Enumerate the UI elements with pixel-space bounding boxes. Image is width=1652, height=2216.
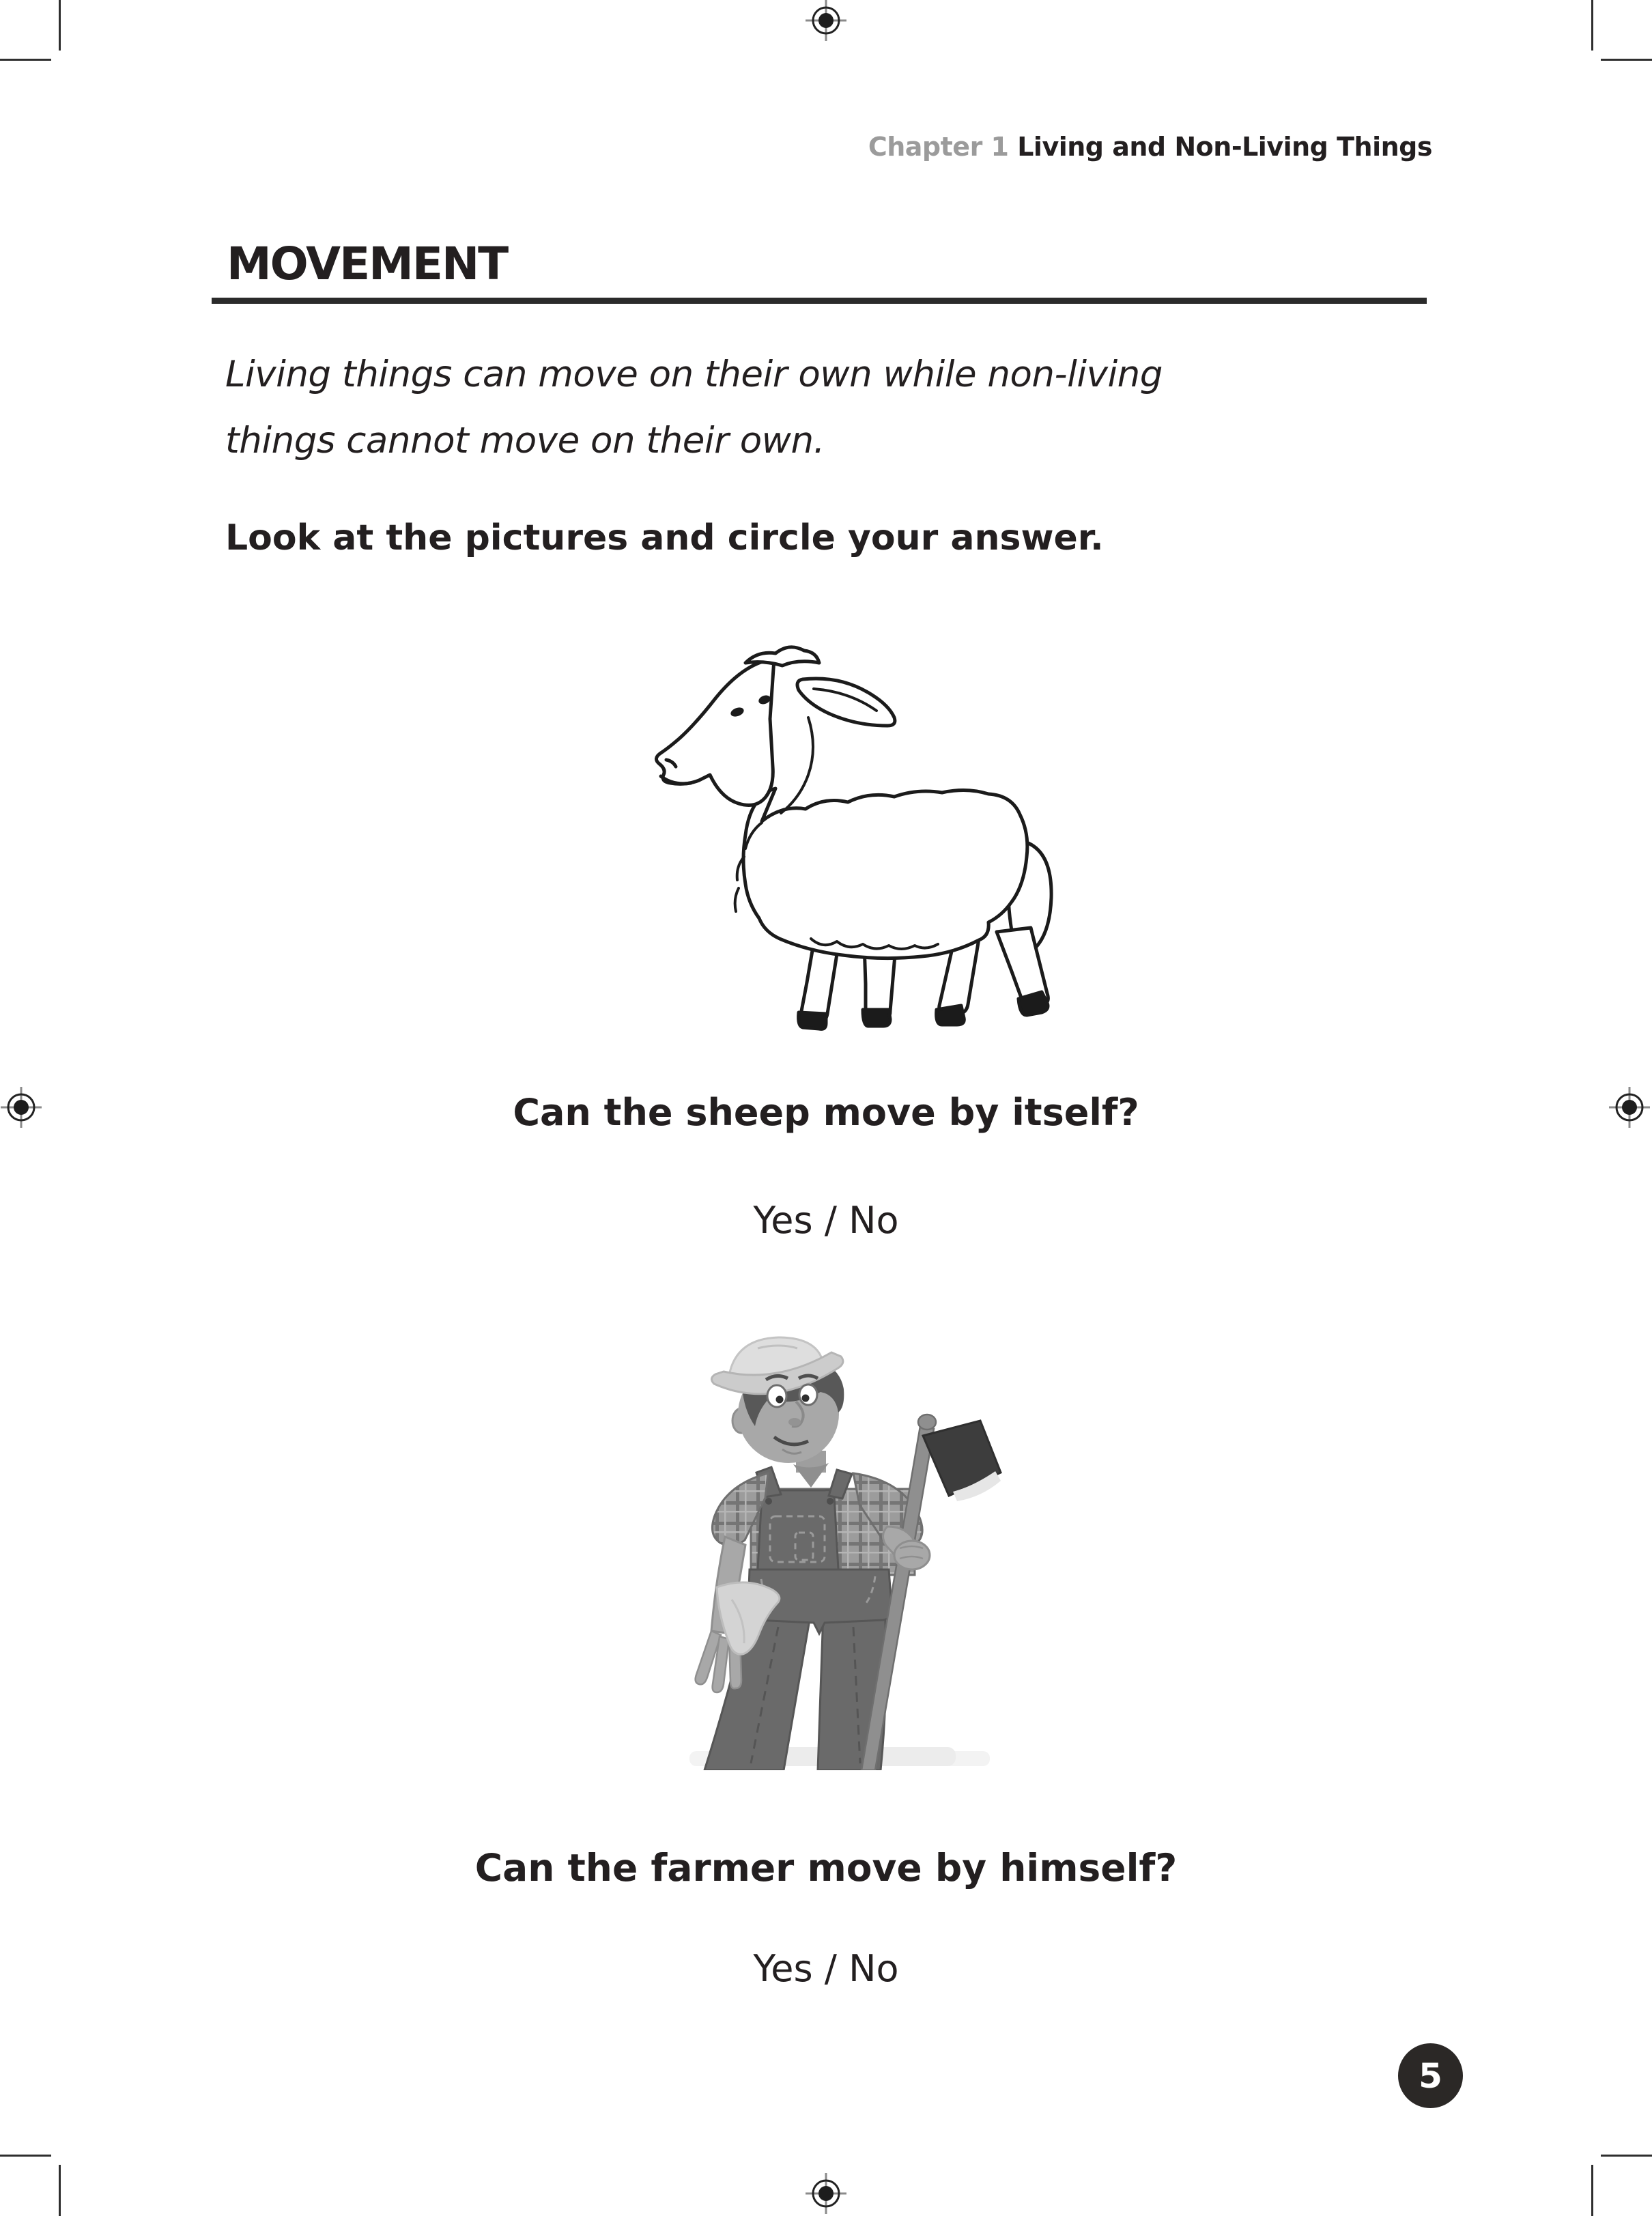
page-number: 5 — [1419, 2056, 1442, 2096]
intro-line-1: Living things can move on their own while non-living — [225, 354, 1163, 395]
crop-mark-bottom-left-v — [59, 2165, 61, 2216]
registration-mark-icon — [804, 2172, 848, 2215]
crop-mark-top-left-h — [0, 59, 51, 61]
chapter-number-label: Chapter 1 — [868, 132, 1009, 162]
page-number-badge — [1398, 2043, 1463, 2108]
sheep-illustration — [601, 597, 1079, 1034]
instruction-text: Look at the pictures and circle your answer. — [225, 517, 1104, 558]
crop-mark-bottom-left-h — [0, 2155, 51, 2157]
intro-line-2: things cannot move on their own. — [225, 420, 825, 461]
question-1-text: Can the sheep move by itself? — [513, 1091, 1139, 1134]
title-underline — [212, 298, 1427, 304]
crop-mark-bottom-right-v — [1591, 2165, 1593, 2216]
question-2-answer-options[interactable]: Yes / No — [753, 1947, 899, 1990]
crop-mark-top-left-v — [59, 0, 61, 51]
farmer-illustration — [649, 1333, 1038, 1770]
intro-paragraph — [225, 341, 1163, 474]
question-1-answer-options[interactable]: Yes / No — [753, 1199, 899, 1242]
chapter-header — [868, 132, 1432, 162]
chapter-title: Living and Non-Living Things — [1017, 132, 1432, 162]
registration-mark-icon — [804, 0, 848, 42]
crop-mark-top-right-v — [1591, 0, 1593, 51]
crop-mark-top-right-h — [1601, 59, 1652, 61]
section-title: MOVEMENT — [227, 238, 508, 290]
question-2-text: Can the farmer move by himself? — [474, 1846, 1178, 1890]
crop-mark-bottom-right-h — [1601, 2155, 1652, 2157]
